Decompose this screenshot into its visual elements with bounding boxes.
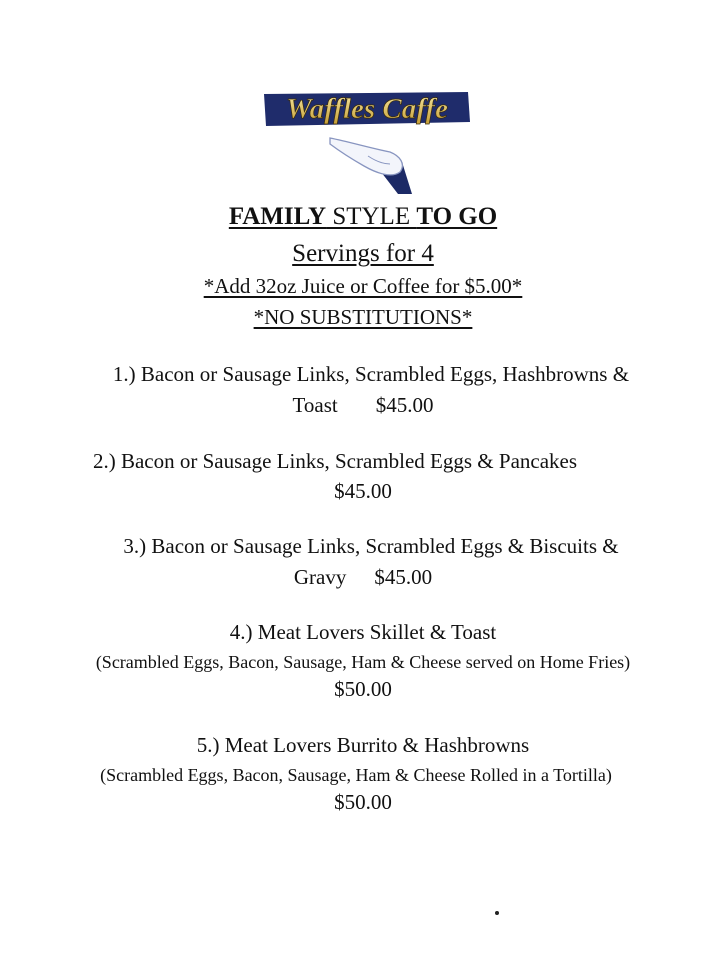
addon-line <box>0 274 726 299</box>
servings-line <box>0 240 726 268</box>
menu-item-1-title: 1.) Bacon or Sausage Links, Scrambled Eggs, Hashbrowns & <box>112 362 630 386</box>
menu-item-4-title: 4.) Meat Lovers Skillet & Toast <box>229 620 497 644</box>
menu-item-5-description: (Scrambled Eggs, Bacon, Sausage, Ham & Cheese Rolled in a Tortilla) <box>100 765 612 785</box>
menu-item-4-price: $50.00 <box>334 677 392 701</box>
glove-shape <box>330 138 402 175</box>
menu-item-4-description: (Scrambled Eggs, Bacon, Sausage, Ham & Cheese served on Home Fries) <box>95 652 631 672</box>
servings-text: Servings for 4 <box>292 240 434 267</box>
no-substitutions-text: *NO SUBSTITUTIONS* <box>253 305 473 329</box>
addon-text: *Add 32oz Juice or Coffee for $5.00* <box>203 274 523 298</box>
logo-graphic <box>260 82 475 197</box>
menu-item-3-title: 3.) Bacon or Sausage Links, Scrambled Eggs & Biscuits & <box>123 534 619 558</box>
page-title <box>0 203 726 231</box>
logo <box>260 82 475 197</box>
menu-item-5-price: $50.00 <box>334 790 392 814</box>
menu-item-3-price: $45.00 <box>374 565 433 589</box>
title-family: FAMILY <box>228 203 327 230</box>
logo-text: Waffles Caffe <box>286 93 448 125</box>
menu-item-1-line2: Toast <box>292 393 338 417</box>
menu-item-1-cont <box>0 393 726 418</box>
menu-item-3-line2: Gravy <box>293 565 347 589</box>
no-substitutions-line <box>0 305 726 330</box>
menu-item-3-cont <box>0 565 726 590</box>
menu-item-1-price: $45.00 <box>375 393 434 417</box>
stray-dot <box>495 911 499 915</box>
menu-item-2-price: $45.00 <box>334 479 392 503</box>
menu-item-2-title: 2.) Bacon or Sausage Links, Scrambled Eggs & Pancakes <box>92 449 578 473</box>
title-style: STYLE <box>326 203 417 230</box>
menu-item-5-title: 5.) Meat Lovers Burrito & Hashbrowns <box>196 733 530 757</box>
title-to-go: TO GO <box>416 203 498 230</box>
